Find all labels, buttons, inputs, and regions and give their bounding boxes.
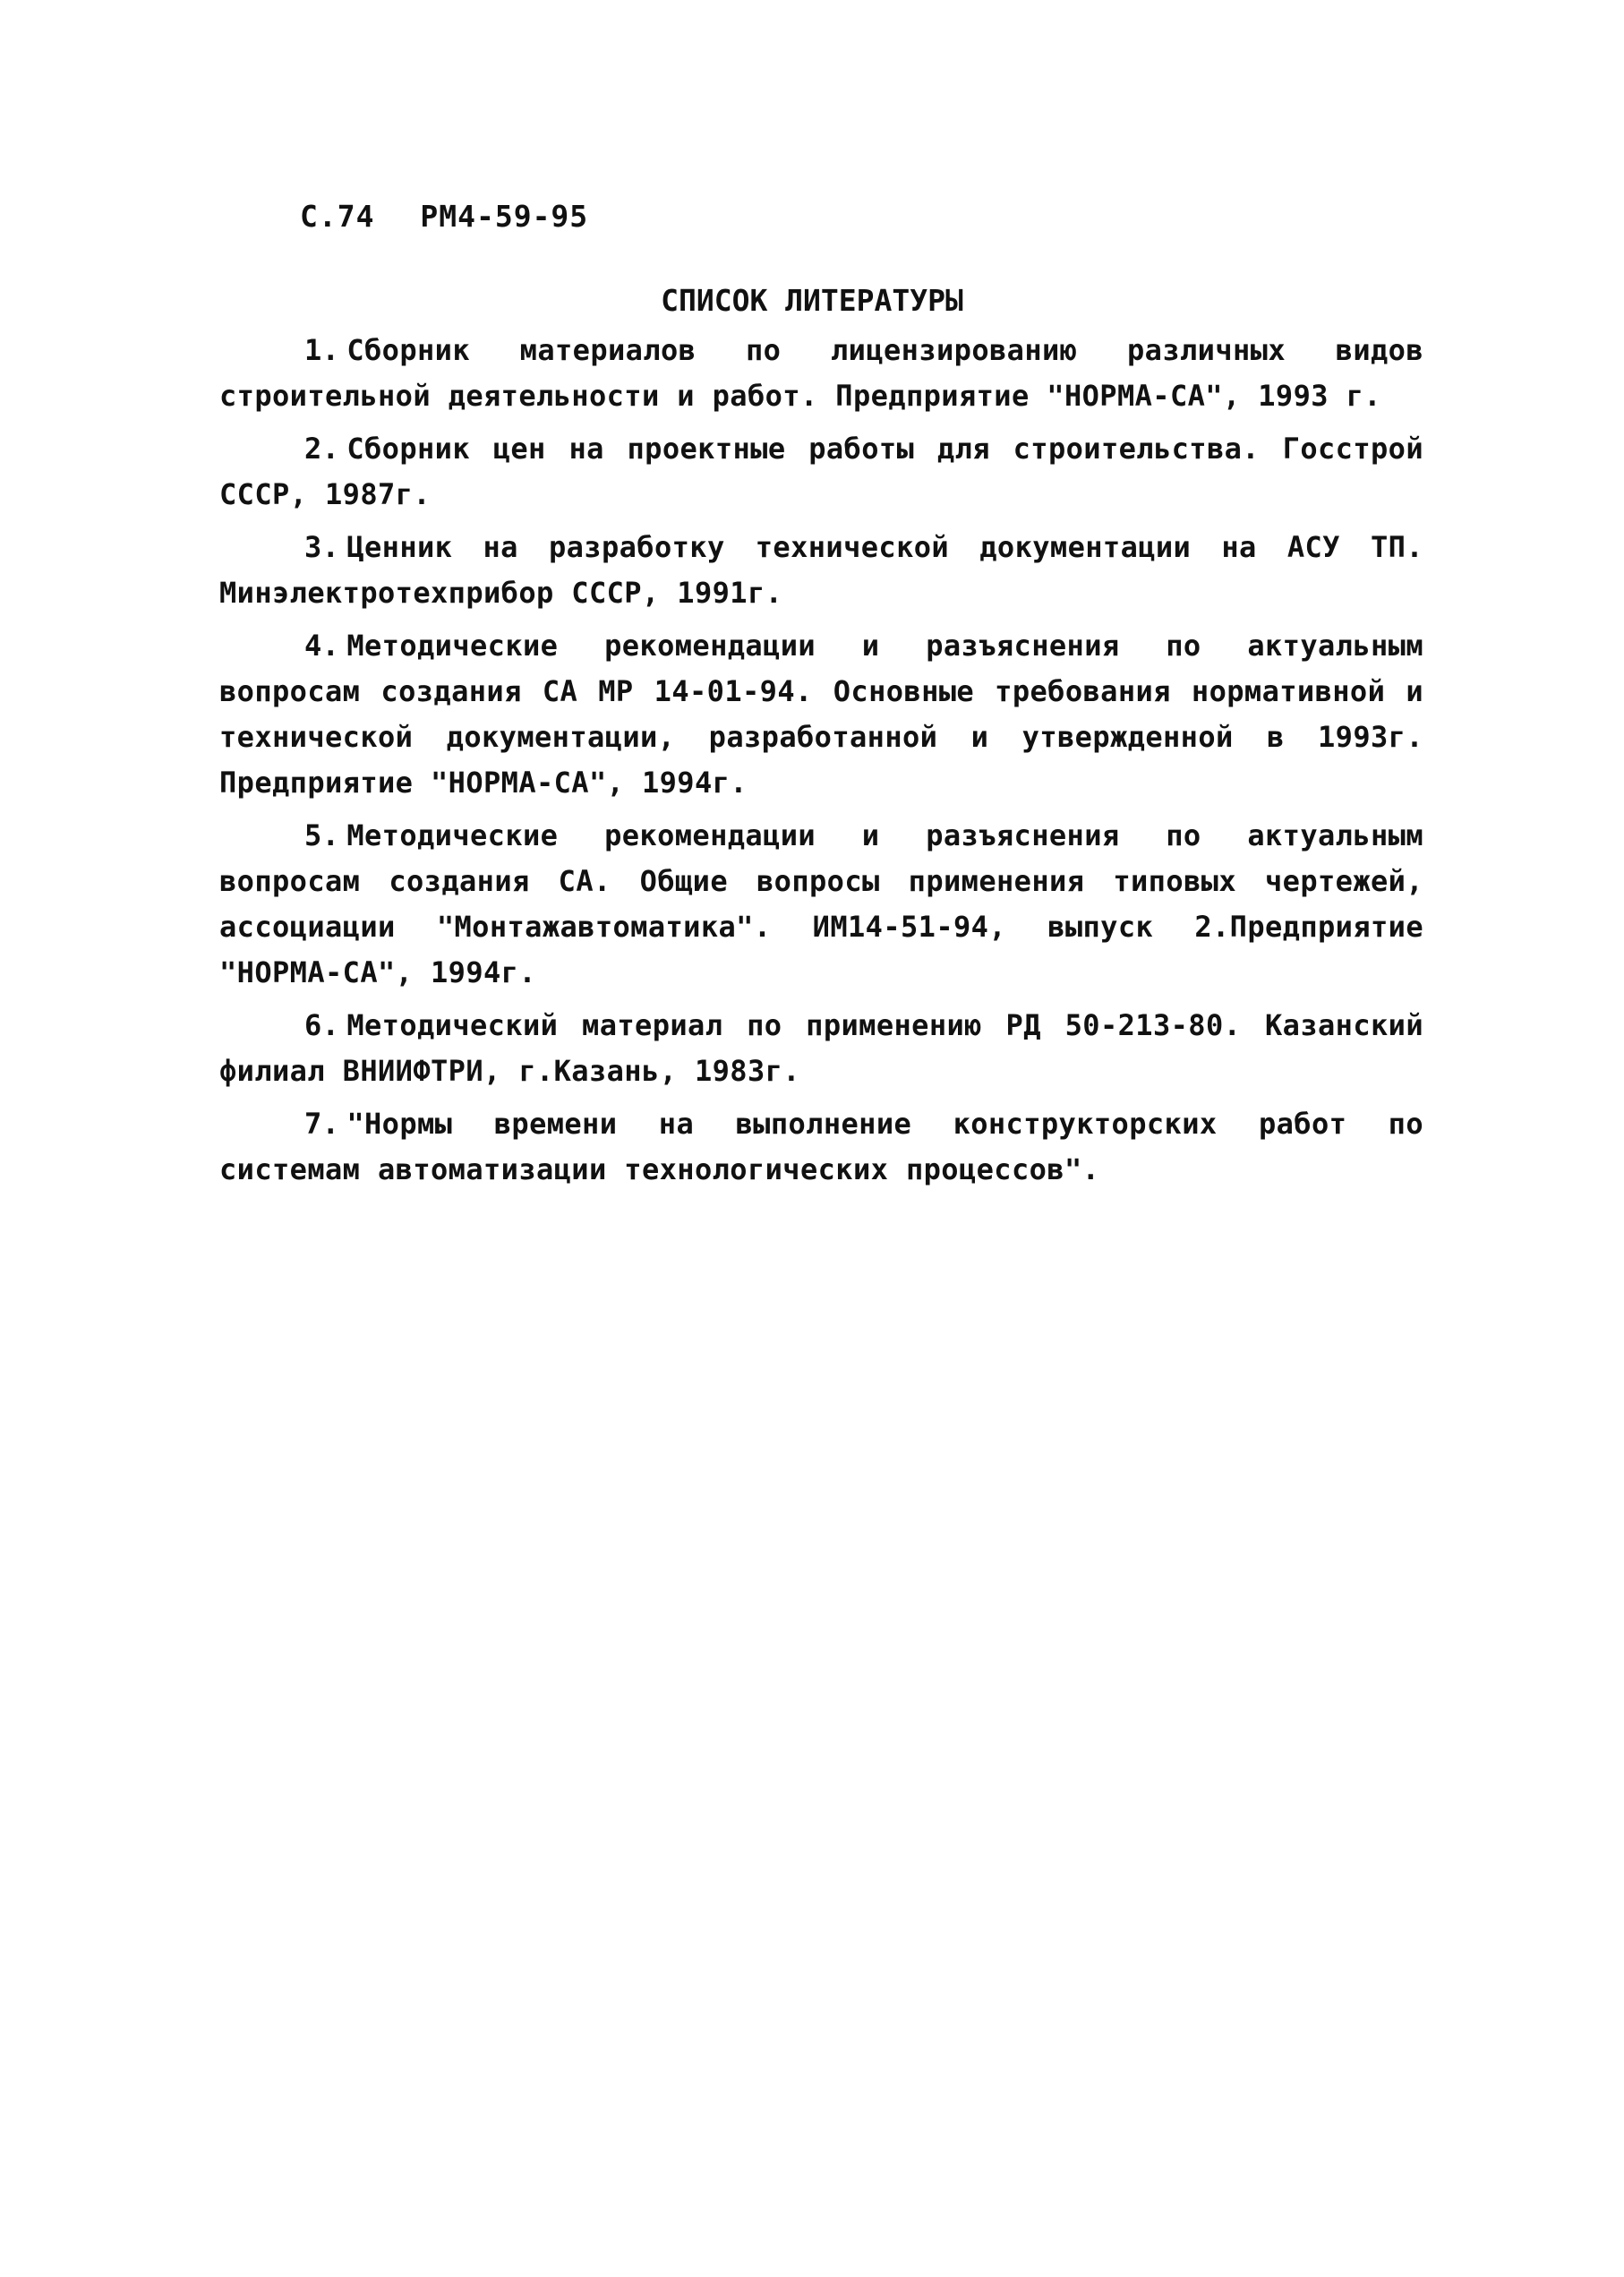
reference-text: Методические рекомендации и разъяснения по актуальным вопросам создания СА МР 14-01-94. Основные требования нормативной и технической документации, разработанной и утвержденной в 1993г. Предприятие "НОРМА-СА", 1994г. xyxy=(219,629,1423,800)
reference-number: 2. xyxy=(304,432,340,466)
reference-number: 6. xyxy=(304,1008,340,1042)
reference-number: 5. xyxy=(304,818,340,852)
reference-item xyxy=(219,525,1423,616)
reference-number: 1. xyxy=(304,333,340,367)
reference-item xyxy=(219,1003,1423,1094)
reference-list xyxy=(219,328,1423,1200)
reference-text: Методические рекомендации и разъяснения по актуальным вопросам создания СА. Общие вопросы применения типовых чертежей, ассоциации "Монтажавтоматика". ИМ14-51-94, выпуск 2.Предприятие "НОРМА-СА", 1994г. xyxy=(219,818,1423,989)
reference-item xyxy=(219,426,1423,518)
bibliography-title: СПИСОК ЛИТЕРАТУРЫ xyxy=(661,283,963,318)
reference-number: 7. xyxy=(304,1107,340,1141)
reference-text: Ценник на разработку технической документации на АСУ ТП. Минэлектротехприбор СССР, 1991г. xyxy=(219,530,1423,610)
document-code: РМ4-59-95 xyxy=(420,199,589,234)
page-header xyxy=(300,199,588,234)
page-number: С.74 xyxy=(300,199,375,234)
reference-text: Методический материал по применению РД 50-213-80. Казанский филиал ВНИИФТРИ, г.Казань, 1983г. xyxy=(219,1008,1423,1088)
reference-number: 3. xyxy=(304,530,340,564)
reference-item xyxy=(219,623,1423,806)
reference-item xyxy=(219,1101,1423,1193)
reference-text: "Нормы времени на выполнение конструкторских работ по системам автоматизации технологических процессов". xyxy=(219,1107,1423,1186)
reference-item xyxy=(219,813,1423,996)
reference-number: 4. xyxy=(304,629,340,663)
reference-text: Сборник цен на проектные работы для строительства. Госстрой СССР, 1987г. xyxy=(219,432,1423,511)
reference-item xyxy=(219,328,1423,419)
reference-text: Сборник материалов по лицензированию различных видов строительной деятельности и работ. Предприятие "НОРМА-СА", 1993 г. xyxy=(219,333,1423,413)
